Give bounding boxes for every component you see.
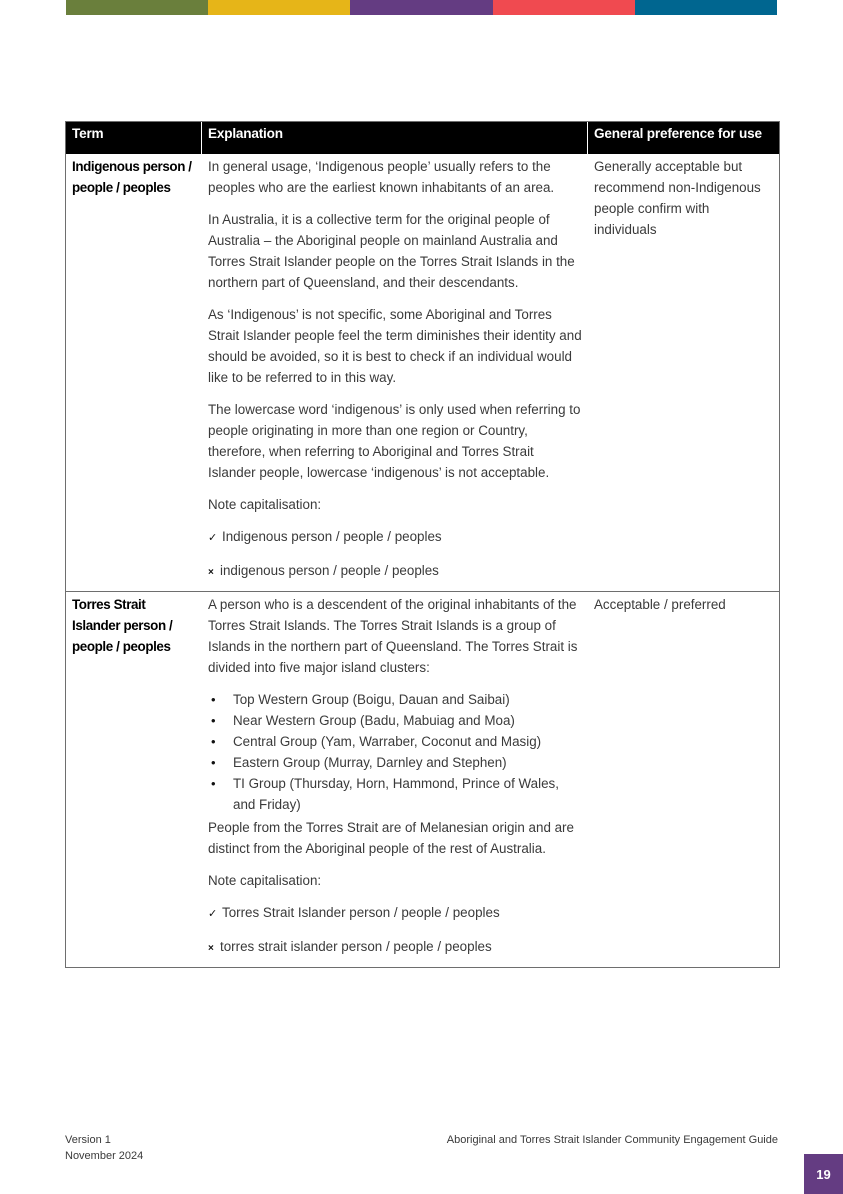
explanation-paragraph: A person who is a descendent of the original inhabitants of the Torres Strait Islands. The Torres Strait Islands is a group of Islands in the northern part of Queensland. The Torres Strait is divided into five major island clusters: — [208, 597, 578, 675]
note-capitalisation: Note capitalisation: — [208, 497, 322, 512]
footer-version: Version 1 — [65, 1134, 111, 1146]
color-segment-red — [493, 0, 635, 15]
explanation-paragraph: In Australia, it is a collective term for the original people of Australia – the Aboriginal people on mainland Australia and Torres Strait Islander people on the Torres Strait Islands in the northern part of Queensland, and their descendants. — [208, 212, 575, 290]
bullet-icon: • — [211, 734, 216, 749]
incorrect-example — [208, 560, 582, 583]
preference-cell: Acceptable / preferred — [594, 597, 726, 612]
island-cluster-list — [208, 689, 582, 815]
list-item — [208, 773, 582, 815]
explanation-paragraph: In general usage, ‘Indigenous people’ usually refers to the peoples who are the earliest known inhabitants of an area. — [208, 159, 555, 195]
bullet-icon: • — [211, 713, 216, 728]
cross-icon: × — [208, 567, 214, 578]
cross-icon: × — [208, 943, 214, 954]
header-explanation: Explanation — [202, 122, 588, 154]
list-item — [208, 689, 582, 710]
table-row — [66, 591, 779, 967]
correct-text: Indigenous person / people / peoples — [222, 529, 442, 544]
table-row — [66, 154, 779, 591]
explanation-cell — [202, 154, 588, 591]
note-capitalisation: Note capitalisation: — [208, 873, 322, 888]
term-cell: Torres Strait Islander person / people / peoples — [72, 597, 173, 654]
check-icon: ✓ — [208, 532, 218, 544]
term-cell: Indigenous person / people / peoples — [72, 159, 192, 195]
decorative-color-bar — [66, 0, 777, 15]
list-item — [208, 731, 582, 752]
explanation-paragraph: People from the Torres Strait are of Melanesian origin and are distinct from the Aboriginal people of the rest of Australia. — [208, 820, 574, 856]
incorrect-example — [208, 936, 582, 959]
list-item-text: Eastern Group (Murray, Darnley and Stephen) — [233, 755, 507, 770]
list-item-text: Near Western Group (Badu, Mabuiag and Moa) — [233, 713, 515, 728]
preference-cell: Generally acceptable but recommend non-Indigenous people confirm with individuals — [594, 159, 761, 237]
color-segment-green — [66, 0, 208, 15]
list-item-text: TI Group (Thursday, Horn, Hammond, Prince of Wales, and Friday) — [233, 776, 559, 812]
correct-text: Torres Strait Islander person / people / peoples — [222, 905, 500, 920]
table-header — [66, 122, 779, 154]
color-segment-blue — [635, 0, 777, 15]
correct-example — [208, 902, 582, 925]
incorrect-text: torres strait islander person / people / peoples — [220, 939, 492, 954]
list-item — [208, 752, 582, 773]
color-segment-yellow — [208, 0, 350, 15]
list-item-text: Top Western Group (Boigu, Dauan and Saibai) — [233, 692, 510, 707]
page-number-badge: 19 — [804, 1154, 843, 1194]
correct-example — [208, 526, 582, 549]
terminology-table — [65, 121, 780, 968]
list-item — [208, 710, 582, 731]
footer-version-block — [65, 1132, 143, 1164]
bullet-icon: • — [211, 692, 216, 707]
header-preference: General preference for use — [594, 126, 762, 141]
explanation-cell — [202, 592, 588, 967]
header-term: Term — [66, 122, 202, 154]
check-icon: ✓ — [208, 908, 218, 920]
bullet-icon: • — [211, 776, 216, 791]
incorrect-text: indigenous person / people / peoples — [220, 563, 439, 578]
explanation-paragraph: As ‘Indigenous’ is not specific, some Aboriginal and Torres Strait Islander people feel the term diminishes their identity and should be avoided, so it is best to check if an individual would like to be referred to in this way. — [208, 307, 582, 385]
color-segment-purple — [350, 0, 492, 15]
footer-date: November 2024 — [65, 1150, 144, 1162]
footer-document-title: Aboriginal and Torres Strait Islander Community Engagement Guide — [446, 1134, 778, 1146]
list-item-text: Central Group (Yam, Warraber, Coconut and Masig) — [233, 734, 542, 749]
bullet-icon: • — [211, 755, 216, 770]
explanation-paragraph: The lowercase word ‘indigenous’ is only used when referring to people originating in more than one region or Country, therefore, when referring to Aboriginal and Torres Strait Islander people, lowercase ‘indigenous’ is not acceptable. — [208, 402, 581, 480]
